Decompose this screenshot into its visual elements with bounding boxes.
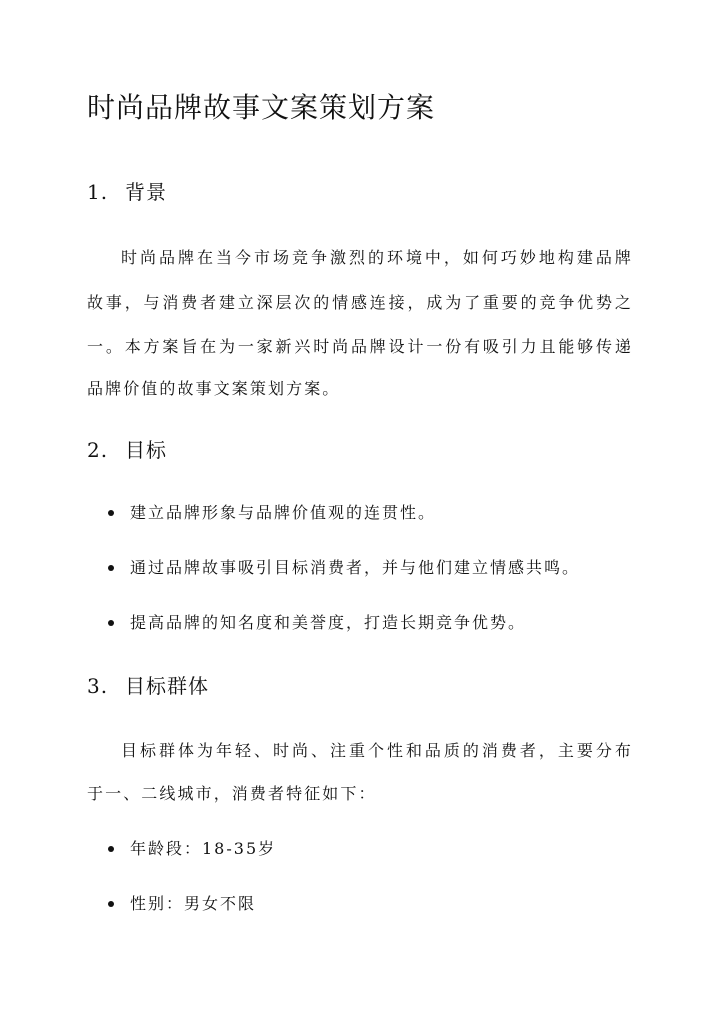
bullet-icon bbox=[108, 620, 114, 626]
list-item-text: 建立品牌形象与品牌价值观的连贯性。 bbox=[130, 503, 437, 522]
bullet-icon bbox=[108, 510, 114, 516]
bullet-icon bbox=[108, 901, 114, 907]
section-heading-background bbox=[87, 176, 167, 205]
paragraph-line: 时尚品牌在当今市场竞争激烈的环境中，如何巧妙地构建品牌 bbox=[121, 248, 633, 267]
paragraph-line: 一。本方案旨在为一家新兴时尚品牌设计一份有吸引力且能够传递 bbox=[87, 337, 633, 356]
paragraph-line: 目标群体为年轻、时尚、注重个性和品质的消费者，主要分布 bbox=[121, 741, 633, 760]
paragraph-line: 故事，与消费者建立深层次的情感连接，成为了重要的竞争优势之 bbox=[87, 293, 633, 312]
section-number: 2. bbox=[87, 438, 109, 462]
list-item-text: 提高品牌的知名度和美誉度，打造长期竞争优势。 bbox=[130, 613, 527, 632]
section-number: 1. bbox=[87, 180, 109, 204]
bullet-icon bbox=[108, 565, 114, 571]
section-title: 背景 bbox=[125, 180, 167, 204]
list-item bbox=[108, 891, 256, 914]
document-title: 时尚品牌故事文案策划方案 bbox=[87, 91, 436, 124]
section-number: 3. bbox=[87, 674, 109, 698]
section-heading-goals bbox=[87, 434, 167, 463]
list-item bbox=[108, 500, 436, 523]
list-item bbox=[108, 836, 276, 859]
paragraph-line: 于一、二线城市，消费者特征如下： bbox=[87, 784, 377, 803]
section-title: 目标 bbox=[125, 438, 167, 462]
section-title: 目标群体 bbox=[125, 674, 209, 698]
list-item-text: 性别：男女不限 bbox=[130, 894, 257, 913]
list-item-text: 年龄段：18-35岁 bbox=[130, 839, 277, 858]
list-item bbox=[108, 610, 526, 633]
list-item bbox=[108, 555, 580, 578]
paragraph-line: 品牌价值的故事文案策划方案。 bbox=[87, 379, 341, 398]
section-heading-target-group bbox=[87, 670, 209, 699]
list-item-text: 通过品牌故事吸引目标消费者，并与他们建立情感共鸣。 bbox=[130, 558, 581, 577]
bullet-icon bbox=[108, 846, 114, 852]
